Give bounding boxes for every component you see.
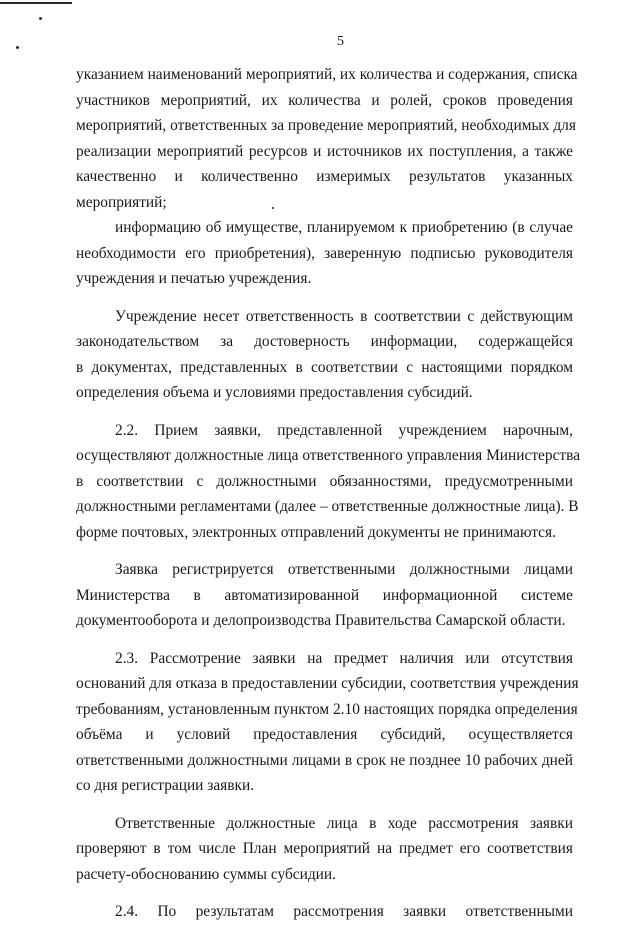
text-line: документооборота и делопроизводства Правительства Самарской области. [76, 612, 566, 629]
text-line: определения объема и условиями предоставления субсидий. [76, 384, 473, 401]
text-line: Заявка регистрируется ответственными должностными лицами [115, 561, 573, 578]
text-line: 2.3. Рассмотрение заявки на предмет наличия или отсутствия [115, 649, 573, 667]
text-line: Министерства в автоматизированной информационной системе [76, 586, 573, 604]
text-line: участников мероприятий, их количества и ролей, сроков проведения [76, 91, 573, 109]
paragraph-2-2 [76, 418, 581, 546]
text-line: осуществляют должностные лица ответственного управления Министерства [76, 447, 581, 464]
text-line: информацию об имуществе, планируемом к приобретению (в случае [115, 219, 573, 236]
text-line: ответственными должностными лицами в срок не позднее 10 рабочих дней [76, 751, 573, 769]
scan-edge-mark [0, 2, 72, 4]
scan-speck [39, 17, 42, 20]
text-line: законодательством за достоверность информации, содержащейся [76, 333, 573, 350]
text-line: 2.2. Прием заявки, представленной учреждением нарочным, [115, 421, 573, 439]
text-line: 2.4. По результатам рассмотрения заявки ответственными [115, 903, 573, 920]
text-line: со дня регистрации заявки. [76, 777, 255, 794]
paragraph-property-info [76, 215, 573, 292]
text-line: необходимости его приобретения), заверенную подписью руководителя [76, 244, 573, 262]
paragraph-registration [76, 557, 573, 634]
text-line: проверяют в том числе План мероприятий на предмет его соответствия [76, 840, 573, 857]
paragraph-2-4 [76, 899, 573, 925]
text-line: указанием наименований мероприятий, их количества и содержания, списка [76, 66, 578, 83]
text-line: Учреждение несет ответственность в соответствии с действующим [115, 307, 573, 325]
text-line: требованиям, установленным пунктом 2.10 настоящих порядка определения [76, 700, 578, 718]
text-line: качественно и количественно измеримых результатов указанных [76, 168, 573, 185]
text-line: мероприятий; [76, 193, 167, 211]
text-line: учреждения и печатью учреждения. [76, 270, 312, 287]
text-line: объёма и условий предоставления субсидий, осуществляется [76, 726, 573, 743]
paragraph-continuation [76, 62, 578, 215]
paragraph-responsibility [76, 304, 573, 406]
text-line: расчету-обоснованию суммы субсидии. [76, 865, 337, 883]
document-body [76, 62, 581, 925]
text-line: в соответствии с должностными обязанностями, предусмотренными [76, 472, 573, 490]
text-line: Ответственные должностные лица в ходе рассмотрения заявки [115, 814, 573, 832]
text-line: должностными регламентами (далее – ответственные должностные лица). В [76, 498, 579, 515]
page-number: 5 [337, 34, 344, 49]
paragraph-review [76, 811, 573, 888]
text-line: оснований для отказа в предоставлении субсидии, соответствия учреждения [76, 675, 579, 692]
scan-speck [16, 46, 19, 49]
text-line: реализации мероприятий ресурсов и источников их поступления, а также [76, 142, 573, 160]
text-line: форме почтовых, электронных отправлений документы не принимаются. [76, 523, 556, 541]
paragraph-2-3 [76, 646, 579, 799]
text-line: мероприятий, ответственных за проведение мероприятий, необходимых для [76, 117, 576, 134]
text-line: в документах, представленных в соответствии с настоящими порядком [76, 358, 573, 376]
